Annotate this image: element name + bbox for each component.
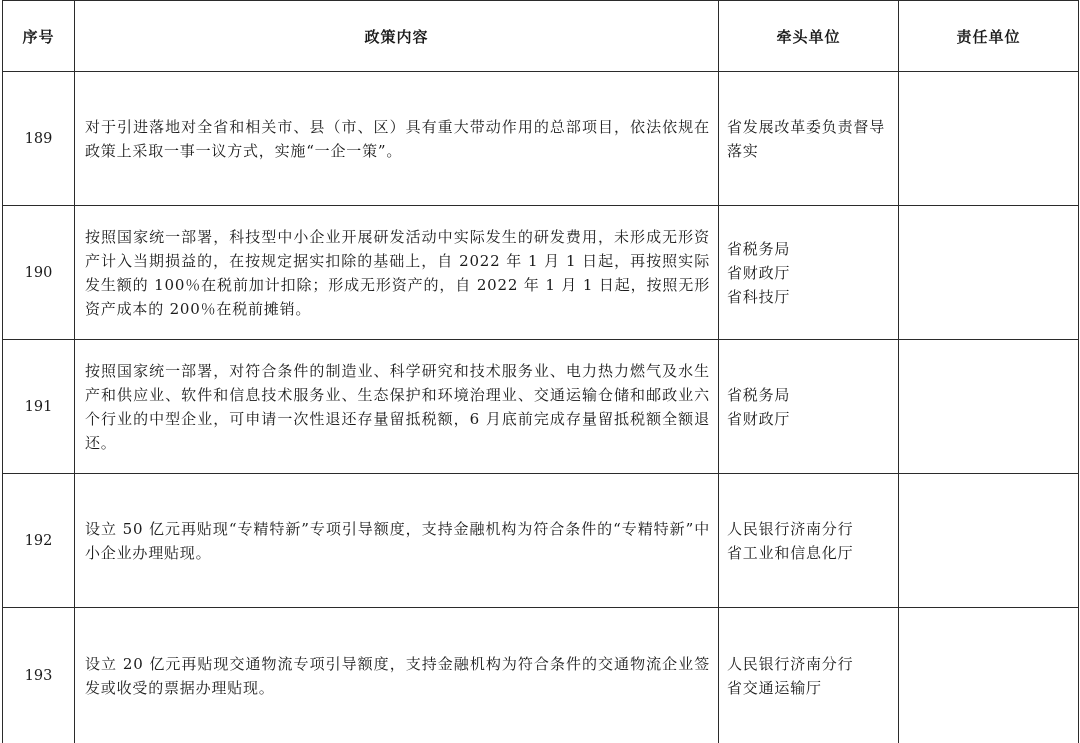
lead-unit <box>719 206 899 340</box>
header-number: 序号 <box>3 1 75 72</box>
responsible-unit <box>899 608 1079 743</box>
lead-unit-line: 省税务局 <box>727 385 791 404</box>
header-responsible-unit: 责任单位 <box>899 1 1079 72</box>
lead-unit-line: 省工业和信息化厅 <box>727 543 854 562</box>
lead-unit <box>719 72 899 206</box>
policy-content: 设立 50 亿元再贴现“专精特新”专项引导额度，支持金融机构为符合条件的“专精特新”中小企业办理贴现。 <box>75 474 719 608</box>
policy-table <box>2 0 1079 743</box>
lead-unit-line: 人民银行济南分行 <box>727 654 854 673</box>
lead-unit-line: 人民银行济南分行 <box>727 519 854 538</box>
responsible-unit <box>899 72 1079 206</box>
policy-content: 设立 20 亿元再贴现交通物流专项引导额度，支持金融机构为符合条件的交通物流企业签发或收受的票据办理贴现。 <box>75 608 719 743</box>
table-row <box>3 206 1079 340</box>
table-row <box>3 72 1079 206</box>
row-number: 192 <box>3 474 75 608</box>
row-number: 189 <box>3 72 75 206</box>
lead-unit <box>719 608 899 743</box>
lead-unit <box>719 474 899 608</box>
table-row <box>3 340 1079 474</box>
table-header-row <box>3 1 1079 72</box>
policy-content: 按照国家统一部署，对符合条件的制造业、科学研究和技术服务业、电力热力燃气及水生产和供应业、软件和信息技术服务业、生态保护和环境治理业、交通运输仓储和邮政业六个行业的中型企业，可申请一次性退还存量留抵税额，6 月底前完成存量留抵税额全额退还。 <box>75 340 719 474</box>
header-lead-unit: 牵头单位 <box>719 1 899 72</box>
table-row <box>3 474 1079 608</box>
row-number: 193 <box>3 608 75 743</box>
lead-unit-line: 省发展改革委负责督导落实 <box>727 117 886 160</box>
lead-unit-line: 省科技厅 <box>727 287 791 306</box>
lead-unit-line: 省税务局 <box>727 239 791 258</box>
responsible-unit <box>899 340 1079 474</box>
responsible-unit <box>899 206 1079 340</box>
row-number: 191 <box>3 340 75 474</box>
header-policy-content: 政策内容 <box>75 1 719 72</box>
row-number: 190 <box>3 206 75 340</box>
lead-unit <box>719 340 899 474</box>
table-row <box>3 608 1079 743</box>
policy-content: 按照国家统一部署，科技型中小企业开展研发活动中实际发生的研发费用，未形成无形资产计入当期损益的，在按规定据实扣除的基础上，自 2022 年 1 月 1 日起，再按照实际发生额的 100％在税前加计扣除；形成无形资产的，自 2022 年 1 月 1 日起，按照无形资产成本的 200％在税前摊销。 <box>75 206 719 340</box>
lead-unit-line: 省财政厅 <box>727 409 791 428</box>
lead-unit-line: 省财政厅 <box>727 263 791 282</box>
lead-unit-line: 省交通运输厅 <box>727 678 822 697</box>
responsible-unit <box>899 474 1079 608</box>
policy-content: 对于引进落地对全省和相关市、县（市、区）具有重大带动作用的总部项目，依法依规在政策上采取一事一议方式，实施“一企一策”。 <box>75 72 719 206</box>
